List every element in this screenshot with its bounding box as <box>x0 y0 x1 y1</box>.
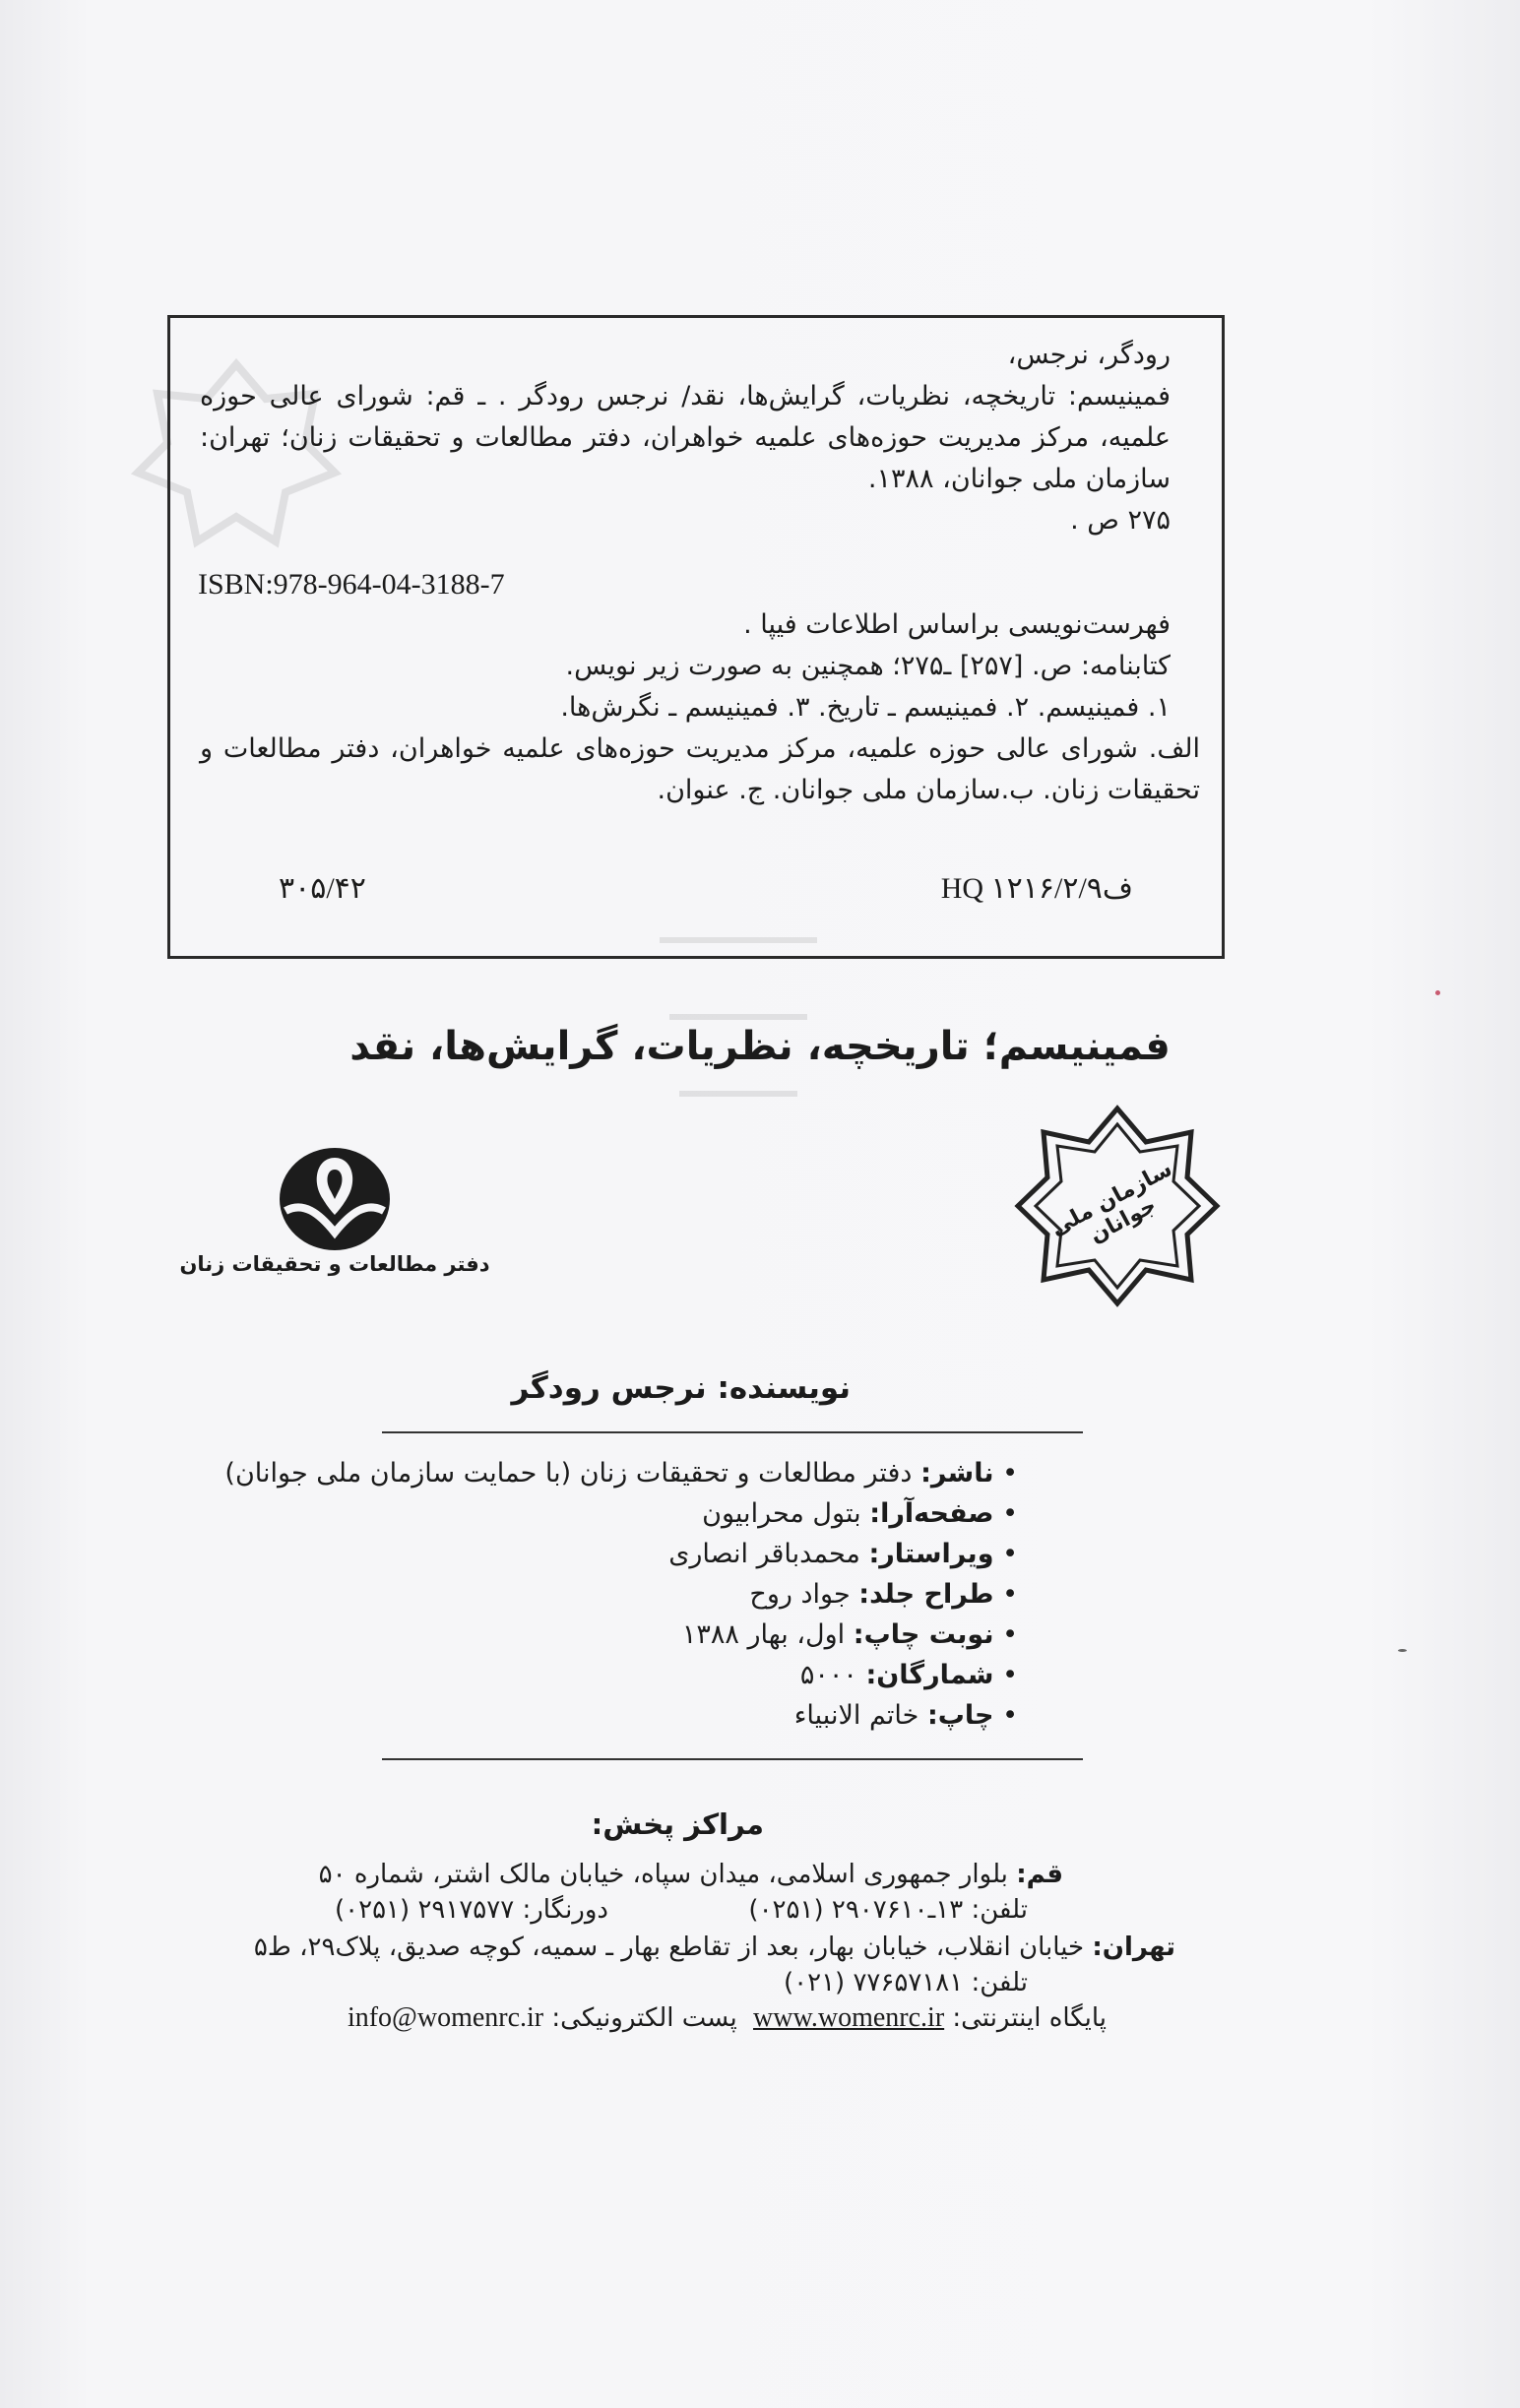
cip-note-added-entries: الف. شورای عالی حوزه علمیه، مرکز مدیریت حوزه‌های علمیه خواهران، دفتر مطالعات و <box>200 733 1200 764</box>
divider-bottom <box>382 1758 1083 1760</box>
cip-author-line: رودگر، نرجس، <box>1007 340 1171 370</box>
qom-phone: تلفن: ۱۳ـ۲۹۰۷۶۱۰ (۰۲۵۱) <box>748 1895 1028 1925</box>
cip-pages-line: ۲۷۵ ص . <box>1070 505 1171 536</box>
credit-value: خاتم الانبیاء <box>793 1700 919 1731</box>
author-line: نویسنده: نرجس رودگر <box>511 1370 851 1406</box>
book-title: فمینیسم؛ تاریخچه، نظریات، گرایش‌ها، نقد <box>349 1024 1171 1069</box>
lc-classification: HQ ۱۲۱۶/ف۲/۹ <box>940 872 1133 905</box>
dewey-classification: ۳۰۵/۴۲ <box>279 872 366 905</box>
credit-print-run: • شمارگان: ۵۰۰۰ <box>799 1660 1018 1690</box>
qom-address <box>319 1857 1063 1892</box>
website-link[interactable]: www.womenrc.ir <box>753 2002 945 2033</box>
credit-label: ویراستار: <box>868 1539 994 1569</box>
cataloging-in-publication-box <box>167 315 1225 959</box>
credit-layout: • صفحه‌آرا: بتول محرابیون <box>702 1498 1018 1529</box>
credit-value: اول، بهار ۱۳۸۸ <box>681 1619 846 1650</box>
cip-title-line: فمینیسم: تاریخچه، نظریات، گرایش‌ها، نقد/ نرجس رودگر . ـ قم: شورای عالی حوزه <box>200 381 1171 412</box>
cip-note-bibliography: کتابنامه: ص. [۲۵۷] ـ۲۷۵؛ همچنین به صورت زیر نویس. <box>565 651 1171 681</box>
credit-value: ۵۰۰۰ <box>799 1660 857 1690</box>
tehran-label: تهران: <box>1092 1933 1175 1962</box>
cip-note-fipa: فهرست‌نویسی براساس اطلاعات فیپا . <box>743 609 1171 640</box>
qom-address-value: بلوار جمهوری اسلامی، میدان سپاه، خیابان مالک اشتر، شماره ۵۰ <box>318 1860 1008 1889</box>
cip-note-subjects: ۱. فمینیسم. ۲. فمینیسم ـ تاریخ. ۳. فمینیسم ـ نگرش‌ها. <box>560 692 1171 723</box>
credits-list <box>224 1453 1018 1736</box>
publisher-logo-icon <box>274 1142 396 1252</box>
credit-printer: • چاپ: خاتم الانبیاء <box>793 1700 1018 1731</box>
credit-value: جواد روح <box>749 1579 851 1610</box>
publisher-logo-caption: دفتر مطالعات و تحقیقات زنان <box>179 1252 490 1276</box>
cip-publisher-line-2: سازمان ملی جوانان، ۱۳۸۸. <box>867 464 1171 494</box>
credit-label: چاپ: <box>926 1700 994 1731</box>
qom-fax: دورنگار: ۲۹۱۷۵۷۷ (۰۲۵۱) <box>335 1895 608 1925</box>
youth-organization-emblem <box>1014 1103 1221 1309</box>
website-label: پایگاه اینترنتی: <box>952 2003 1107 2033</box>
credit-label: طراح جلد: <box>858 1579 994 1610</box>
tehran-phone: تلفن: ۷۷۶۵۷۱۸۱ (۰۲۱) <box>783 1968 1028 1997</box>
divider-top <box>382 1431 1083 1433</box>
credit-label: نوبت چاپ: <box>853 1619 994 1650</box>
emblem-calligraphy: سازمان ملی جوانان <box>1046 1157 1176 1249</box>
web-contact-line <box>348 2000 1107 2036</box>
credit-label: شمارگان: <box>865 1660 994 1690</box>
scan-speck <box>1398 1649 1407 1652</box>
cip-publisher-line: علمیه، مرکز مدیریت حوزه‌های علمیه خواهران، دفتر مطالعات و تحقیقات زنان؛ تهران: <box>200 422 1171 453</box>
isbn: ISBN:978-964-04-3188-7 <box>198 568 505 601</box>
tehran-address <box>254 1930 1175 1965</box>
credit-publisher: • ناشر: دفتر مطالعات و تحقیقات زنان (با حمایت سازمان ملی جوانان) <box>224 1458 1018 1489</box>
scan-speck <box>1435 990 1440 995</box>
email-label: پست الکترونیکی: <box>551 2003 737 2033</box>
tehran-address-value: خیابان انقلاب، خیابان بهار، بعد از تقاطع بهار ـ سمیه، کوچه صدیق، پلاک۲۹، ط۵ <box>253 1933 1085 1962</box>
credit-edition: • نوبت چاپ: اول، بهار ۱۳۸۸ <box>681 1619 1018 1650</box>
credit-label: صفحه‌آرا: <box>869 1498 994 1529</box>
credit-cover-designer: • طراح جلد: جواد روح <box>749 1579 1018 1610</box>
email-address[interactable]: info@womenrc.ir <box>347 2002 544 2033</box>
credit-value: محمدباقر انصاری <box>668 1539 860 1569</box>
distribution-heading: مراکز پخش: <box>591 1807 764 1841</box>
credit-editor: • ویراستار: محمدباقر انصاری <box>668 1539 1018 1569</box>
cip-note-added-entries-2: تحقیقات زنان. ب.سازمان ملی جوانان. ج. عنوان. <box>657 775 1200 805</box>
credit-label: ناشر: <box>920 1458 994 1489</box>
qom-label: قم: <box>1016 1860 1063 1889</box>
credit-value: دفتر مطالعات و تحقیقات زنان (با حمایت سازمان ملی جوانان) <box>224 1458 913 1489</box>
credit-value: بتول محرابیون <box>702 1498 861 1529</box>
